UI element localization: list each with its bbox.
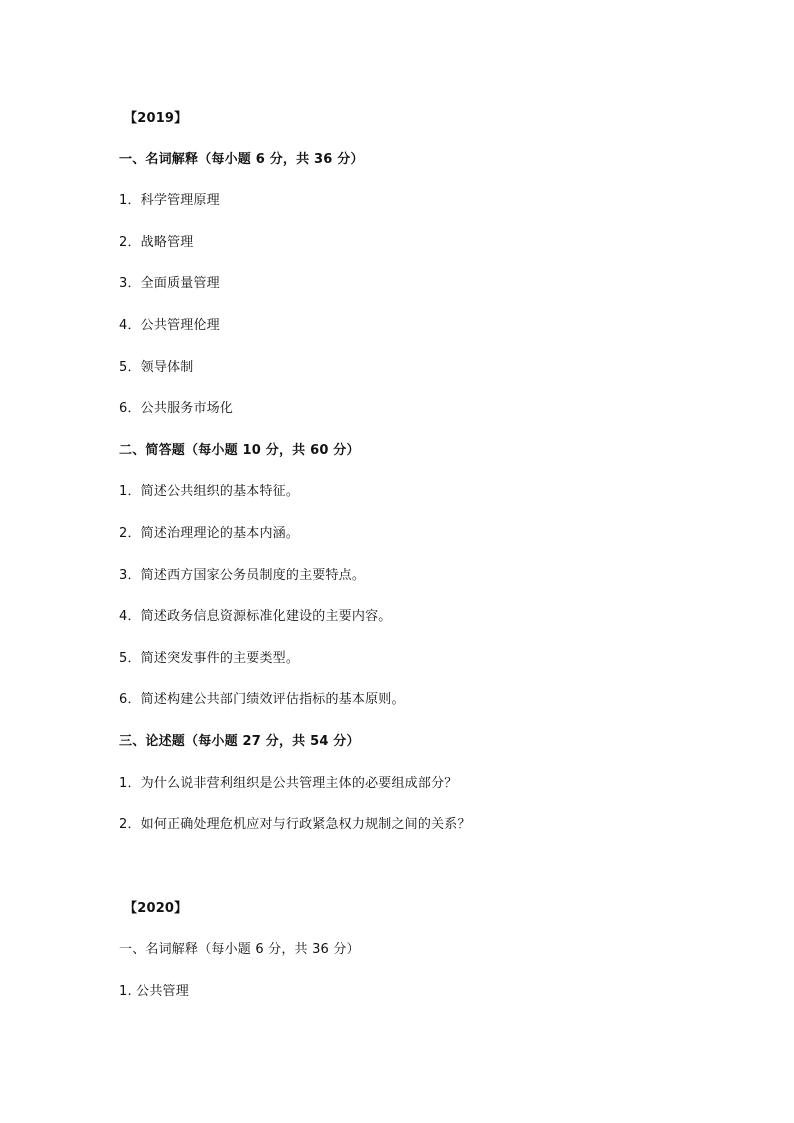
- section-heading-essay: 三、论述题（每小题 27 分，共 54 分）: [119, 734, 360, 749]
- list-item: 4．公共管理伦理: [119, 318, 220, 333]
- list-item: 1. 公共管理: [119, 984, 189, 999]
- list-item: 2．简述治理理论的基本内涵。: [119, 526, 300, 541]
- list-item: 6．简述构建公共部门绩效评估指标的基本原则。: [119, 692, 405, 707]
- section-heading-term-definitions-2020: 一、名词解释（每小题 6 分，共 36 分）: [119, 942, 360, 957]
- list-item: 4．简述政务信息资源标准化建设的主要内容。: [119, 609, 392, 624]
- list-item: 3．简述西方国家公务员制度的主要特点。: [119, 568, 366, 583]
- list-item: 1．为什么说非营利组织是公共管理主体的必要组成部分？: [119, 776, 458, 791]
- section-heading-term-definitions: 一、名词解释（每小题 6 分，共 36 分）: [119, 152, 364, 167]
- list-item: 5．领导体制: [119, 360, 194, 375]
- section-heading-short-answer: 二、简答题（每小题 10 分，共 60 分）: [119, 443, 360, 458]
- list-item: 5．简述突发事件的主要类型。: [119, 651, 300, 666]
- year-heading-2019: 【2019】: [124, 111, 188, 126]
- list-item: 6．公共服务市场化: [119, 401, 234, 416]
- list-item: 2．如何正确处理危机应对与行政紧急权力规制之间的关系？: [119, 817, 471, 832]
- list-item: 3．全面质量管理: [119, 276, 220, 291]
- list-item: 1．简述公共组织的基本特征。: [119, 484, 300, 499]
- list-item: 1．科学管理原理: [119, 193, 220, 208]
- year-heading-2020: 【2020】: [124, 901, 188, 916]
- list-item: 2．战略管理: [119, 235, 194, 250]
